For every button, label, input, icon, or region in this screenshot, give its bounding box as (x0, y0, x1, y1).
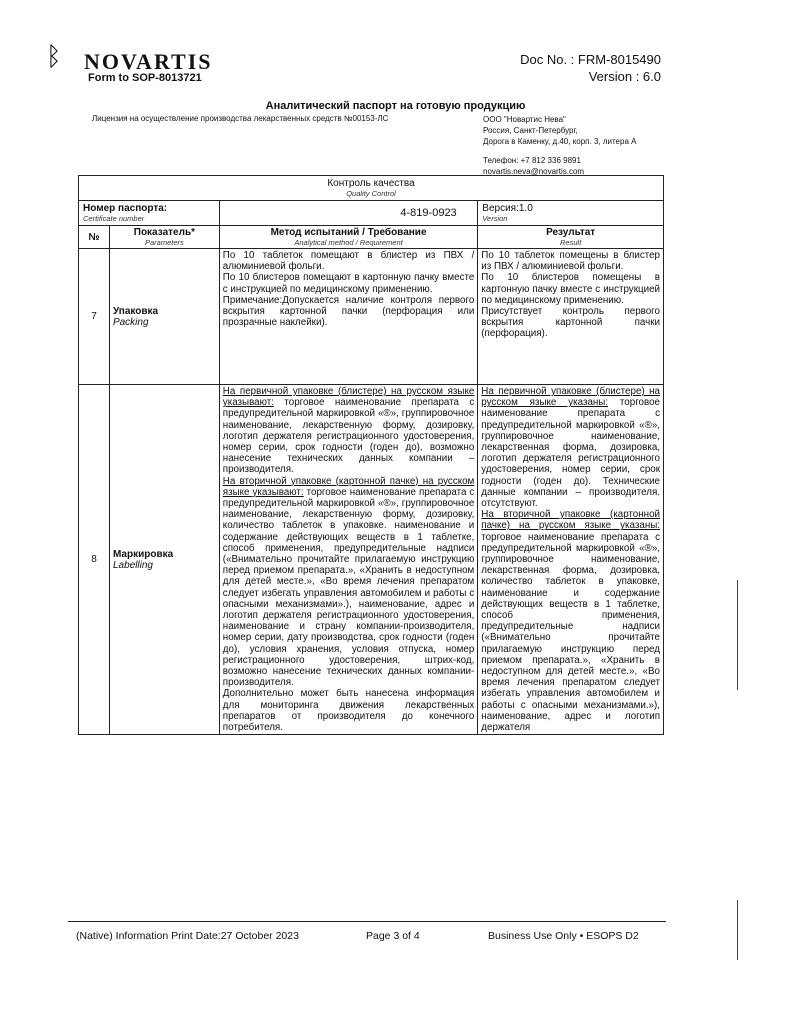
form-reference: Form to SOP-8013721 (88, 72, 202, 84)
method-text: По 10 таблеток помещают в блистер из ПВХ / алюминиевой фольги. (222, 250, 475, 273)
document-title: Аналитический паспорт на готовую продукцию (265, 100, 526, 112)
method-heading: На вторичной упаковке (картонной пачке) на русском языке указывают: (222, 475, 475, 498)
method-body: торговое наименование препарата с предупредительной маркировкой «®», группировочное наименование, лекарственную форму, дозировку, логотип держателя регистрационного удостоверения, номер серии, срок годности (годен до), возможно нанесение технических данных компании – производителя. (222, 397, 475, 476)
margin-mark (737, 580, 738, 690)
row-number: 8 (79, 385, 110, 735)
company-name: ООО "Новартис Нева" (483, 115, 566, 124)
col-header-param-en: Parameters (144, 238, 184, 247)
method-text: По 10 блистеров помещают в картонную пачку вместе с инструкцией по медицинскому применению. (222, 272, 475, 295)
result-heading: На вторичной упаковке (картонной пачке) на русском языке указаны: (481, 509, 660, 532)
license-text: Лицензия на осуществление производства лекарственных средств №00153-ЛС (92, 114, 389, 123)
qc-title-en: Quality Control (346, 189, 396, 198)
col-header-result-ru: Результат (546, 227, 596, 238)
row-param-en: Labelling (112, 559, 153, 571)
col-header-param-ru: Показатель* (133, 227, 195, 238)
result-text: По 10 таблеток помещены в блистер из ПВХ / алюминиевой фольги. (481, 250, 660, 273)
print-date: (Native) Information Print Date:27 October 2023 (76, 930, 299, 942)
certificate-version-en: Version (482, 214, 508, 223)
method-text (223, 386, 475, 476)
document-number: Doc No. : FRM-8015490 (520, 52, 661, 67)
method-text: Дополнительно может быть нанесена информация для мониторинга движения лекарственных препаратов от производителя до конечного потребителя. (222, 688, 475, 734)
company-address: Дорога в Каменку, д.40, корп. 3, литера А (483, 137, 637, 146)
result-body: торговое наименование препарата с предупредительной маркировкой «®», группировочное наименование, лекарственная форма, дозировка, количество таблеток в упаковке, наименование и содержание действующих веществ в 1 таблетке, способ применения, предупредительные надписи («Внимательно прочитайте прилагаемую инструкцию перед приемом препарата.», «Хранить в недоступном для детей месте.», «Во время лечения препаратом следует избегать управления автомобилем и работы с опасными механизмами.»), наименование, адрес и логотип держателя (481, 531, 660, 734)
result-text (481, 509, 660, 733)
certificate-label-en: Certificate number (83, 214, 145, 223)
qc-title-ru: Контроль качества (327, 178, 415, 189)
certificate-number: 4-819-0923 (400, 207, 457, 219)
quality-control-table (78, 175, 664, 735)
footer-divider (68, 921, 666, 922)
result-body: торговое наименование препарата с предупредительной маркировкой «®», группировочное наименование, лекарственная форма, дозировка, логотип держателя регистрационного удостоверения, номер серии, срок годности (годен до). Технические данные компании – производителя. отсутствуют. (481, 397, 660, 510)
document-version: Version : 6.0 (588, 69, 661, 84)
certificate-label-ru: Номер паспорта: (83, 203, 168, 214)
result-text: Присутствует контроль первого вскрытия картонной пачки (перфорация). (481, 306, 660, 340)
col-header-result-en: Result (560, 238, 582, 247)
classification: Business Use Only • ESOPS D2 (488, 930, 639, 942)
method-body: торговое наименование препарата с предупредительной маркировкой «®», группировочное наименование, лекарственную форму, дозировку, количество таблеток в упаковке. наименование и содержание действующих веществ в 1 таблетке, способ применения, предупредительные надписи («Внимательно прочитайте прилагаемую инструкцию перед приемом препарата.», «Хранить в недоступном для детей месте.», «Во время лечения препаратом следует избегать управления автомобилем и работы с опасными механизмами».), наименование, адрес и логотип держателя регистрационного удостоверения, наименование и страну компании-производителя, номер серии, дату производства, срок годности (годен до), условия хранения, условия отпуска, номер регистрационного удостоверения, штрих-код, возможно нанесение технических данных компании- производителя. (222, 486, 475, 689)
col-header-method-en: Analytical method / Requirement (294, 238, 403, 247)
row-param-en: Packing (112, 316, 149, 328)
certificate-version: Версия:1.0 (482, 203, 533, 214)
row-number: 7 (79, 249, 110, 385)
row-param-ru: Упаковка (112, 305, 159, 317)
company-phone: Телефон: +7 812 336 9891 (483, 156, 581, 165)
company-address-block (483, 114, 636, 177)
certificate-row (79, 201, 664, 226)
method-heading: На первичной упаковке (блистере) на русском языке указывают: (222, 386, 475, 409)
method-text (223, 476, 475, 689)
result-text (481, 386, 660, 509)
column-header-row (79, 226, 664, 249)
company-city: Россия, Санкт-Петербург, (483, 126, 578, 135)
row-param-ru: Маркировка (112, 548, 174, 560)
col-header-method-ru: Метод испытаний / Требование (270, 227, 427, 238)
novartis-logo-icon: ᛒ (46, 42, 62, 71)
company-email: novartis.neva@novartis.com (483, 167, 585, 176)
result-text: По 10 блистеров помещены в картонную пачку вместе с инструкцией по медицинскому применению. (481, 272, 660, 306)
table-row (79, 249, 664, 385)
margin-mark (737, 900, 738, 960)
col-header-no: № (79, 226, 110, 249)
page-number: Page 3 of 4 (366, 930, 420, 942)
result-heading: На первичной упаковке (блистере) на русском языке указаны: (481, 386, 660, 409)
table-row (79, 385, 664, 735)
method-text: Примечание:Допускается наличие контроля первого вскрытия картонной пачки (перфорация или прозрачные наклейки). (222, 294, 475, 329)
qc-title-row (79, 176, 664, 201)
company-logo: NOVARTIS (84, 49, 213, 74)
